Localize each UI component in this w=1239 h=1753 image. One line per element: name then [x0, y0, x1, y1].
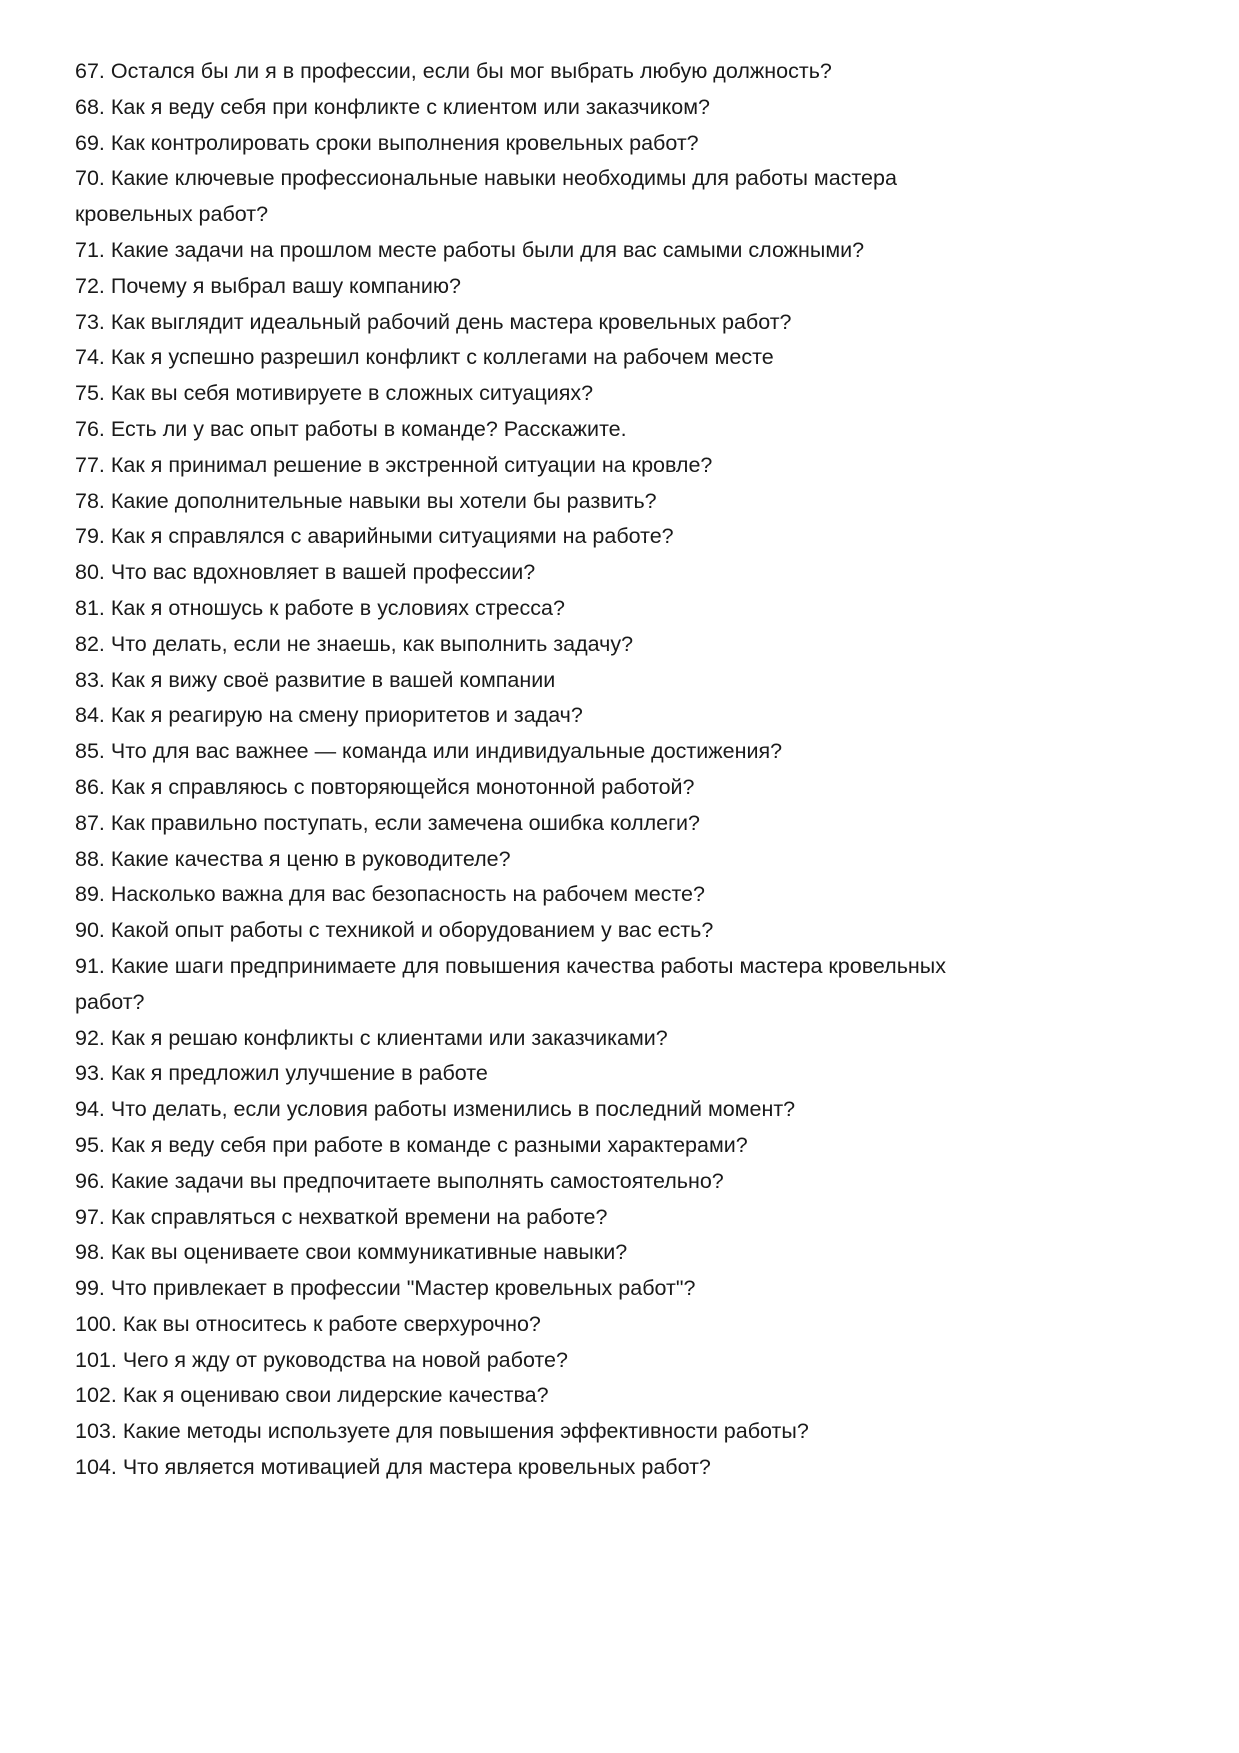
question-text-continuation: кровельных работ?	[75, 202, 269, 227]
question-text: 78. Какие дополнительные навыки вы хотели бы развить?	[75, 488, 657, 513]
question-item	[75, 1450, 1195, 1486]
question-item	[75, 949, 1195, 1021]
question-text: 76. Есть ли у вас опыт работы в команде? Расскажите.	[75, 416, 627, 441]
question-text: 73. Как выглядит идеальный рабочий день мастера кровельных работ?	[75, 309, 792, 334]
question-item	[75, 913, 1195, 949]
question-item	[75, 54, 1195, 90]
question-text: 89. Насколько важна для вас безопасность на рабочем месте?	[75, 882, 705, 907]
question-list	[75, 54, 1195, 1486]
question-item	[75, 1056, 1195, 1092]
question-item	[75, 770, 1195, 806]
question-text: 94. Что делать, если условия работы изменились в последний момент?	[75, 1097, 796, 1122]
question-text: 82. Что делать, если не знаешь, как выполнить задачу?	[75, 631, 634, 656]
question-item	[75, 1235, 1195, 1271]
question-item	[75, 663, 1195, 699]
question-item	[75, 412, 1195, 448]
question-item	[75, 269, 1195, 305]
question-text: 99. Что привлекает в профессии "Мастер кровельных работ"?	[75, 1276, 696, 1301]
question-text: 79. Как я справлялся с аварийными ситуациями на работе?	[75, 524, 674, 549]
question-item	[75, 1200, 1195, 1236]
question-item	[75, 698, 1195, 734]
question-item	[75, 1092, 1195, 1128]
question-item	[75, 806, 1195, 842]
question-item	[75, 734, 1195, 770]
question-item	[75, 305, 1195, 341]
question-text: 97. Как справляться с нехваткой времени на работе?	[75, 1204, 608, 1229]
question-text: 104. Что является мотивацией для мастера кровельных работ?	[75, 1455, 711, 1480]
question-text: 91. Какие шаги предпринимаете для повышения качества работы мастера кровельных	[75, 953, 946, 978]
question-item	[75, 877, 1195, 913]
question-text: 69. Как контролировать сроки выполнения кровельных работ?	[75, 130, 699, 155]
question-item	[75, 842, 1195, 878]
question-item	[75, 1271, 1195, 1307]
question-text: 90. Какой опыт работы с техникой и оборудованием у вас есть?	[75, 918, 714, 943]
question-text: 100. Как вы относитесь к работе сверхурочно?	[75, 1311, 541, 1336]
question-item	[75, 1021, 1195, 1057]
question-item	[75, 448, 1195, 484]
question-item	[75, 1414, 1195, 1450]
question-item	[75, 555, 1195, 591]
question-item	[75, 340, 1195, 376]
question-text: 77. Как я принимал решение в экстренной ситуации на кровле?	[75, 452, 713, 477]
question-text: 88. Какие качества я ценю в руководителе?	[75, 846, 511, 871]
question-item	[75, 591, 1195, 627]
question-text: 86. Как я справляюсь с повторяющейся монотонной работой?	[75, 774, 695, 799]
question-item	[75, 1307, 1195, 1343]
question-item	[75, 1164, 1195, 1200]
question-text: 98. Как вы оцениваете свои коммуникативные навыки?	[75, 1240, 628, 1265]
question-text: 74. Как я успешно разрешил конфликт с коллегами на рабочем месте	[75, 345, 774, 370]
question-text-continuation: работ?	[75, 989, 145, 1014]
question-text: 67. Остался бы ли я в профессии, если бы мог выбрать любую должность?	[75, 59, 832, 83]
question-item	[75, 627, 1195, 663]
question-text: 68. Как я веду себя при конфликте с клиентом или заказчиком?	[75, 94, 710, 119]
question-text: 92. Как я решаю конфликты с клиентами или заказчиками?	[75, 1025, 668, 1050]
question-text: 71. Какие задачи на прошлом месте работы были для вас самыми сложными?	[75, 237, 865, 262]
question-text: 81. Как я отношусь к работе в условиях стресса?	[75, 595, 565, 620]
question-text: 95. Как я веду себя при работе в команде с разными характерами?	[75, 1132, 748, 1157]
question-text: 96. Какие задачи вы предпочитаете выполнять самостоятельно?	[75, 1168, 724, 1193]
question-item	[75, 161, 1195, 233]
question-text: 80. Что вас вдохновляет в вашей профессии?	[75, 560, 536, 585]
question-item	[75, 1378, 1195, 1414]
question-text: 75. Как вы себя мотивируете в сложных ситуациях?	[75, 381, 594, 406]
question-text: 101. Чего я жду от руководства на новой работе?	[75, 1347, 568, 1372]
question-text: 93. Как я предложил улучшение в работе	[75, 1061, 488, 1086]
question-text: 102. Как я оцениваю свои лидерские качества?	[75, 1383, 549, 1408]
question-item	[75, 484, 1195, 520]
question-item	[75, 1128, 1195, 1164]
question-item	[75, 126, 1195, 162]
question-item	[75, 90, 1195, 126]
question-item	[75, 376, 1195, 412]
question-text: 87. Как правильно поступать, если замечена ошибка коллеги?	[75, 810, 700, 835]
question-item	[75, 519, 1195, 555]
question-item	[75, 1343, 1195, 1379]
question-text: 70. Какие ключевые профессиональные навыки необходимы для работы мастера	[75, 166, 897, 191]
question-item	[75, 233, 1195, 269]
question-text: 83. Как я вижу своё развитие в вашей компании	[75, 667, 556, 692]
question-text: 84. Как я реагирую на смену приоритетов и задач?	[75, 703, 583, 728]
question-text: 103. Какие методы используете для повышения эффективности работы?	[75, 1419, 809, 1444]
question-text: 72. Почему я выбрал вашу компанию?	[75, 273, 462, 298]
question-text: 85. Что для вас важнее — команда или индивидуальные достижения?	[75, 739, 783, 764]
